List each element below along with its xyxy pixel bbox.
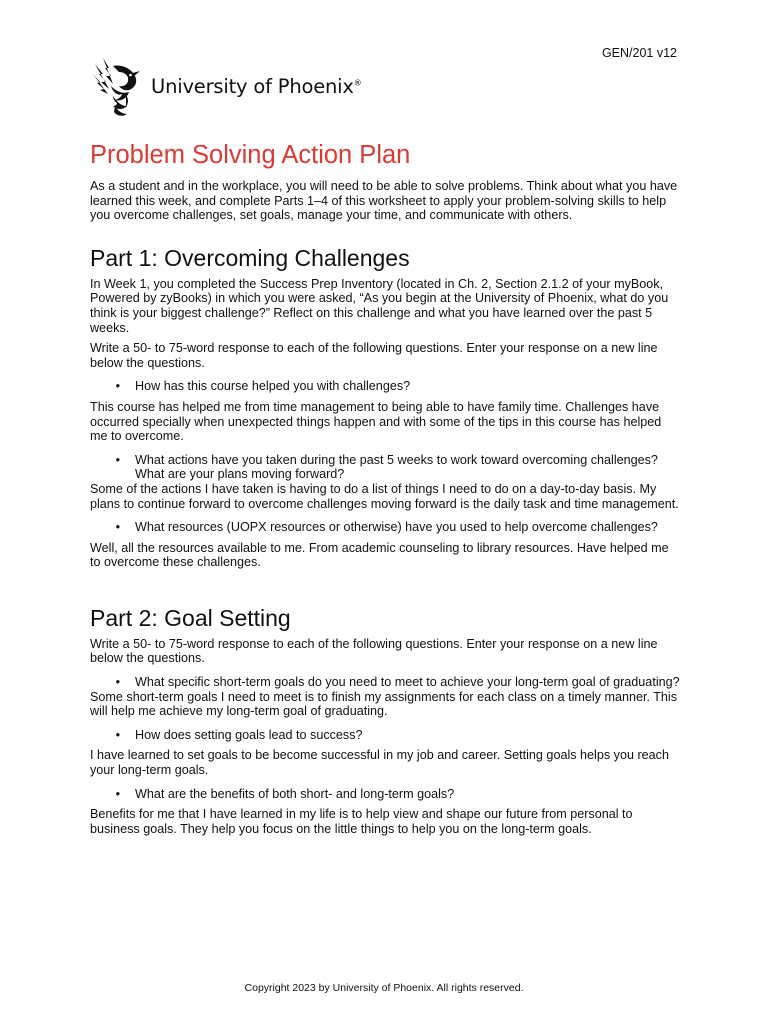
part1-question-3 — [90, 520, 682, 535]
part2-question-1 — [90, 675, 682, 690]
bullet-marker: • — [115, 452, 120, 467]
part1-context-paragraph: In Week 1, you completed the Success Prep Inventory (located in Ch. 2, Section 2.1.2 of your myBook, Powered by zyBooks) in which you were asked, “As you begin at the University of Phoenix, what do you think is your biggest challenge?” Reflect on this challenge and what you have learned over the past 5 weeks. — [90, 276, 669, 335]
question-text: How has this course helped you with challenges? — [135, 379, 411, 394]
question-text: What are the benefits of both short- and long-term goals? — [135, 786, 455, 801]
document-code: GEN/201 v12 — [601, 46, 677, 60]
bullet-marker: • — [115, 786, 120, 801]
part2-instructions: Write a 50- to 75-word response to each of the following questions. Enter your response on a new line below the questions. — [90, 636, 658, 666]
part1-instructions: Write a 50- to 75-word response to each of the following questions. Enter your response on a new line below the questions. — [90, 341, 658, 370]
document-body — [90, 140, 682, 836]
university-name — [151, 75, 362, 98]
question-text: What actions have you taken during the past 5 weeks to work toward overcoming challenges? What are your plans moving forward? — [135, 452, 658, 482]
part2-answer-1: Some short-term goals I need to meet is to finish my assignments for each class on a timely manner. This will help me achieve my long-term goal of graduating. — [90, 689, 678, 719]
bullet-marker: • — [115, 727, 120, 742]
copyright-footer: Copyright 2023 by University of Phoenix. All rights reserved. — [244, 982, 524, 994]
university-logo — [91, 54, 362, 118]
question-text: How does setting goals lead to success? — [135, 727, 363, 742]
part1-question-1 — [90, 379, 682, 394]
bullet-marker: • — [115, 520, 120, 535]
page-title: Problem Solving Action Plan — [90, 141, 411, 169]
part1-question-2 — [90, 453, 682, 482]
part1-answer-2: Some of the actions I have taken is having to do a list of things I need to do on a day-to-day basis. My plans to continue forward to overcome challenges moving forward is the daily task and time management. — [90, 481, 679, 511]
part1-answer-1: This course has helped me from time management to being able to have family time. Challenges have occurred specially when unexpected things happen and with some of the tips in this course has helped me to overcome. — [90, 399, 662, 444]
bullet-marker: • — [115, 379, 120, 394]
logo-text: University of Phoenix — [151, 74, 354, 98]
question-text: What specific short-term goals do you need to meet to achieve your long-term goal of graduating? — [135, 675, 680, 690]
bullet-marker: • — [115, 675, 120, 690]
part2-question-3 — [90, 787, 682, 802]
part2-answer-2: I have learned to set goals to be become successful in my job and career. Setting goals helps you reach your long-term goals. — [90, 748, 669, 778]
part1-heading: Part 1: Overcoming Challenges — [90, 244, 410, 271]
registered-mark: ® — [353, 78, 362, 87]
phoenix-bird-icon — [91, 54, 145, 118]
question-text: What resources (UOPX resources or otherwise) have you used to help overcome challenges? — [135, 520, 658, 535]
part2-question-2 — [90, 728, 682, 743]
part2-heading: Part 2: Goal Setting — [90, 604, 291, 631]
intro-paragraph: As a student and in the workplace, you will need to be able to solve problems. Think about what you have learned this week, and complete Parts 1–4 of this worksheet to apply your problem-solving skills to help you overcome challenges, set goals, manage your time, and communicate with others. — [90, 179, 678, 223]
part2-answer-3: Benefits for me that I have learned in my life is to help view and shape our future from personal to business goals. They help you focus on the little things to help you on the long-term goals. — [90, 807, 633, 836]
part1-answer-3: Well, all the resources available to me. From academic counseling to library resources. Have helped me to overcome these challenges. — [90, 540, 669, 570]
